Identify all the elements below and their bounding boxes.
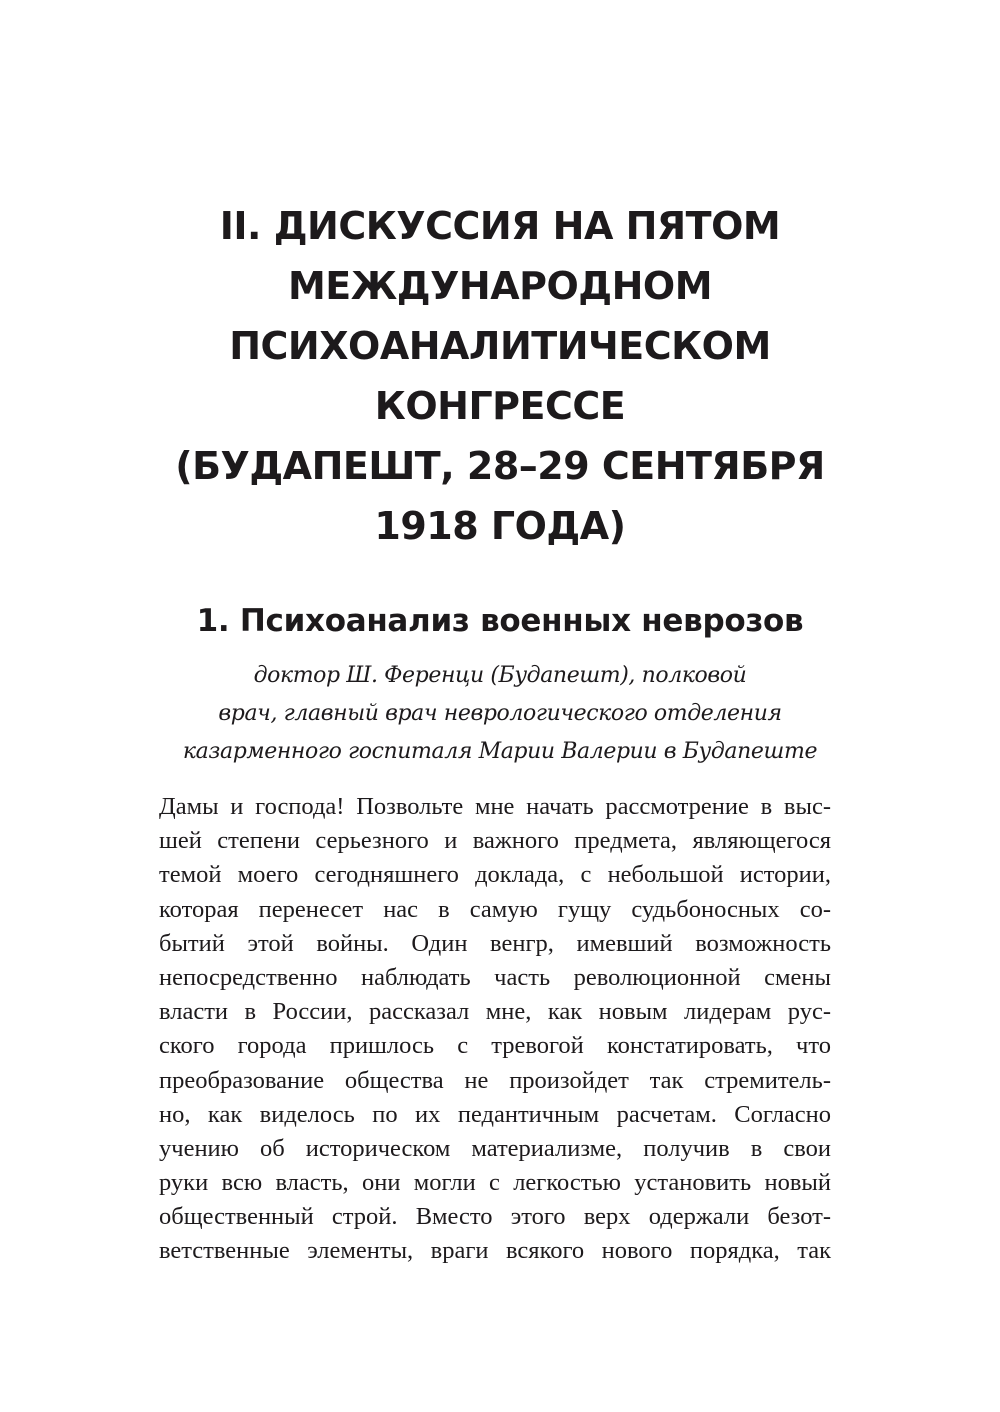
body-line: общественный строй. Вместо этого верх одержали безот- — [159, 1203, 831, 1231]
part-title-line: ПСИХОАНАЛИТИЧЕСКОМ — [229, 324, 771, 368]
body-line: но, как виделось по их педантичным расчетам. Согласно — [159, 1100, 831, 1128]
body-line: темой моего сегодняшнего доклада, с небольшой истории, — [159, 861, 831, 889]
body-line: преобразование общества не произойдет так стремитель- — [159, 1066, 831, 1094]
body-line: которая перенесет нас в самую гущу судьбоносных со- — [159, 895, 831, 923]
body-line: Дамы и господа! Позвольте мне начать рассмотрение в выс- — [159, 793, 831, 820]
byline-line: казарменного госпиталя Марии Валерии в Будапеште — [182, 739, 818, 764]
chapter-title: 1. Психоанализ военных неврозов — [196, 603, 804, 639]
part-title-line: КОНГРЕССЕ — [374, 384, 626, 428]
body-paragraph — [159, 790, 831, 1269]
body-line: бытий этой войны. Один венгр, имевший возможность — [159, 929, 831, 957]
author-byline — [120, 657, 880, 771]
body-line: учению об историческом материализме, получив в свои — [159, 1134, 831, 1162]
body-line: власти в России, рассказал мне, как новым лидерам рус- — [159, 998, 831, 1026]
part-title-line: 1918 ГОДА) — [374, 504, 626, 548]
byline-line: доктор Ш. Ференци (Будапешт), полковой — [253, 663, 747, 688]
part-title-line: (БУДАПЕШТ, 28–29 СЕНТЯБРЯ — [175, 444, 825, 488]
byline-line: врач, главный врач неврологического отделения — [218, 701, 782, 726]
body-line: ветственные элементы, враги всякого нового порядка, так — [159, 1237, 831, 1265]
body-line: ского города пришлось с тревогой констатировать, что — [159, 1032, 831, 1060]
part-title — [100, 196, 900, 556]
body-line: руки всю власть, они могли с легкостью установить новый — [159, 1169, 831, 1197]
body-line: непосредственно наблюдать часть революционной смены — [159, 963, 831, 991]
body-line: шей степени серьезного и важного предмета, являющегося — [159, 827, 831, 855]
part-title-line: МЕЖДУНАРОДНОМ — [287, 264, 713, 308]
part-title-line: II. ДИСКУССИЯ НА ПЯТОМ — [219, 204, 781, 248]
